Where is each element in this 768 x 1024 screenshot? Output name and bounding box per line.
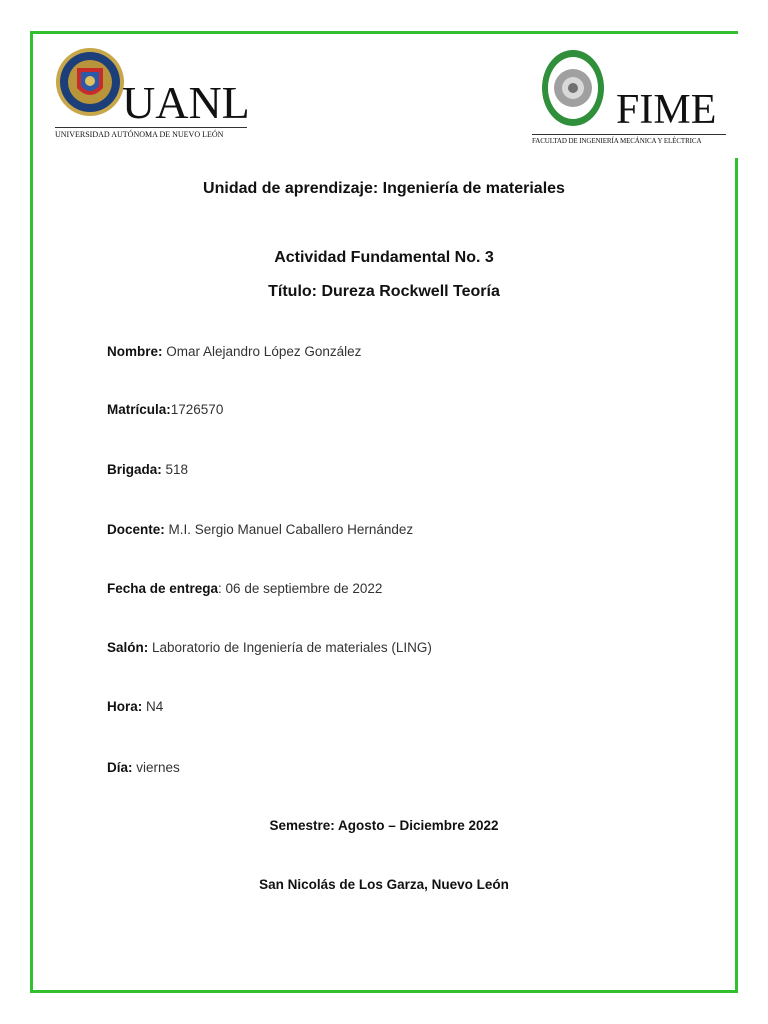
field-nombre-value: Omar Alejandro López González (162, 344, 362, 359)
page-border-left (30, 31, 33, 993)
field-brigada (107, 462, 188, 477)
field-nombre-label: Nombre: (107, 344, 163, 359)
unidad-heading: Unidad de aprendizaje: Ingeniería de materiales (203, 180, 565, 197)
field-hora (107, 699, 163, 714)
field-matricula-value: 1726570 (170, 402, 224, 417)
fime-wordmark: FIME (616, 87, 717, 133)
field-salon-label: Salón: (107, 640, 149, 655)
field-fecha-label: Fecha de entrega (107, 581, 219, 596)
ciudad-line: San Nicolás de Los Garza, Nuevo León (259, 877, 509, 892)
uanl-seal-icon (55, 46, 125, 118)
field-hora-value: N4 (142, 699, 164, 714)
field-hora-label: Hora: (107, 699, 143, 714)
uanl-wordmark: UANL (122, 77, 250, 128)
field-docente (107, 522, 413, 537)
field-fecha (107, 581, 382, 596)
field-dia-label: Día: (107, 760, 133, 775)
field-salon (107, 640, 432, 655)
field-docente-value: M.I. Sergio Manuel Caballero Hernández (164, 522, 414, 537)
titulo-heading: Título: Dureza Rockwell Teoría (268, 283, 500, 300)
field-brigada-label: Brigada: (107, 462, 162, 477)
actividad-heading: Actividad Fundamental No. 3 (274, 249, 494, 266)
field-fecha-value: : 06 de septiembre de 2022 (218, 581, 383, 596)
fime-subtitle: FACULTAD DE INGENIERÍA MECÁNICA Y ELÉCTRICA (532, 134, 726, 145)
uanl-subtitle: UNIVERSIDAD AUTÓNOMA DE NUEVO LEÓN (55, 127, 247, 139)
field-dia (107, 760, 180, 775)
field-nombre (107, 344, 361, 359)
page-border-bottom (30, 990, 738, 993)
page-border-top (30, 31, 738, 34)
fime-seal-icon (540, 48, 606, 128)
uanl-logo (55, 44, 255, 144)
field-matricula (107, 402, 223, 417)
field-matricula-label: Matrícula: (107, 402, 171, 417)
field-salon-value: Laboratorio de Ingeniería de materiales (LING) (148, 640, 432, 655)
semestre-line: Semestre: Agosto – Diciembre 2022 (269, 818, 499, 833)
field-brigada-value: 518 (161, 462, 189, 477)
field-docente-label: Docente: (107, 522, 165, 537)
fime-logo (532, 44, 728, 146)
field-dia-value: viernes (132, 760, 180, 775)
